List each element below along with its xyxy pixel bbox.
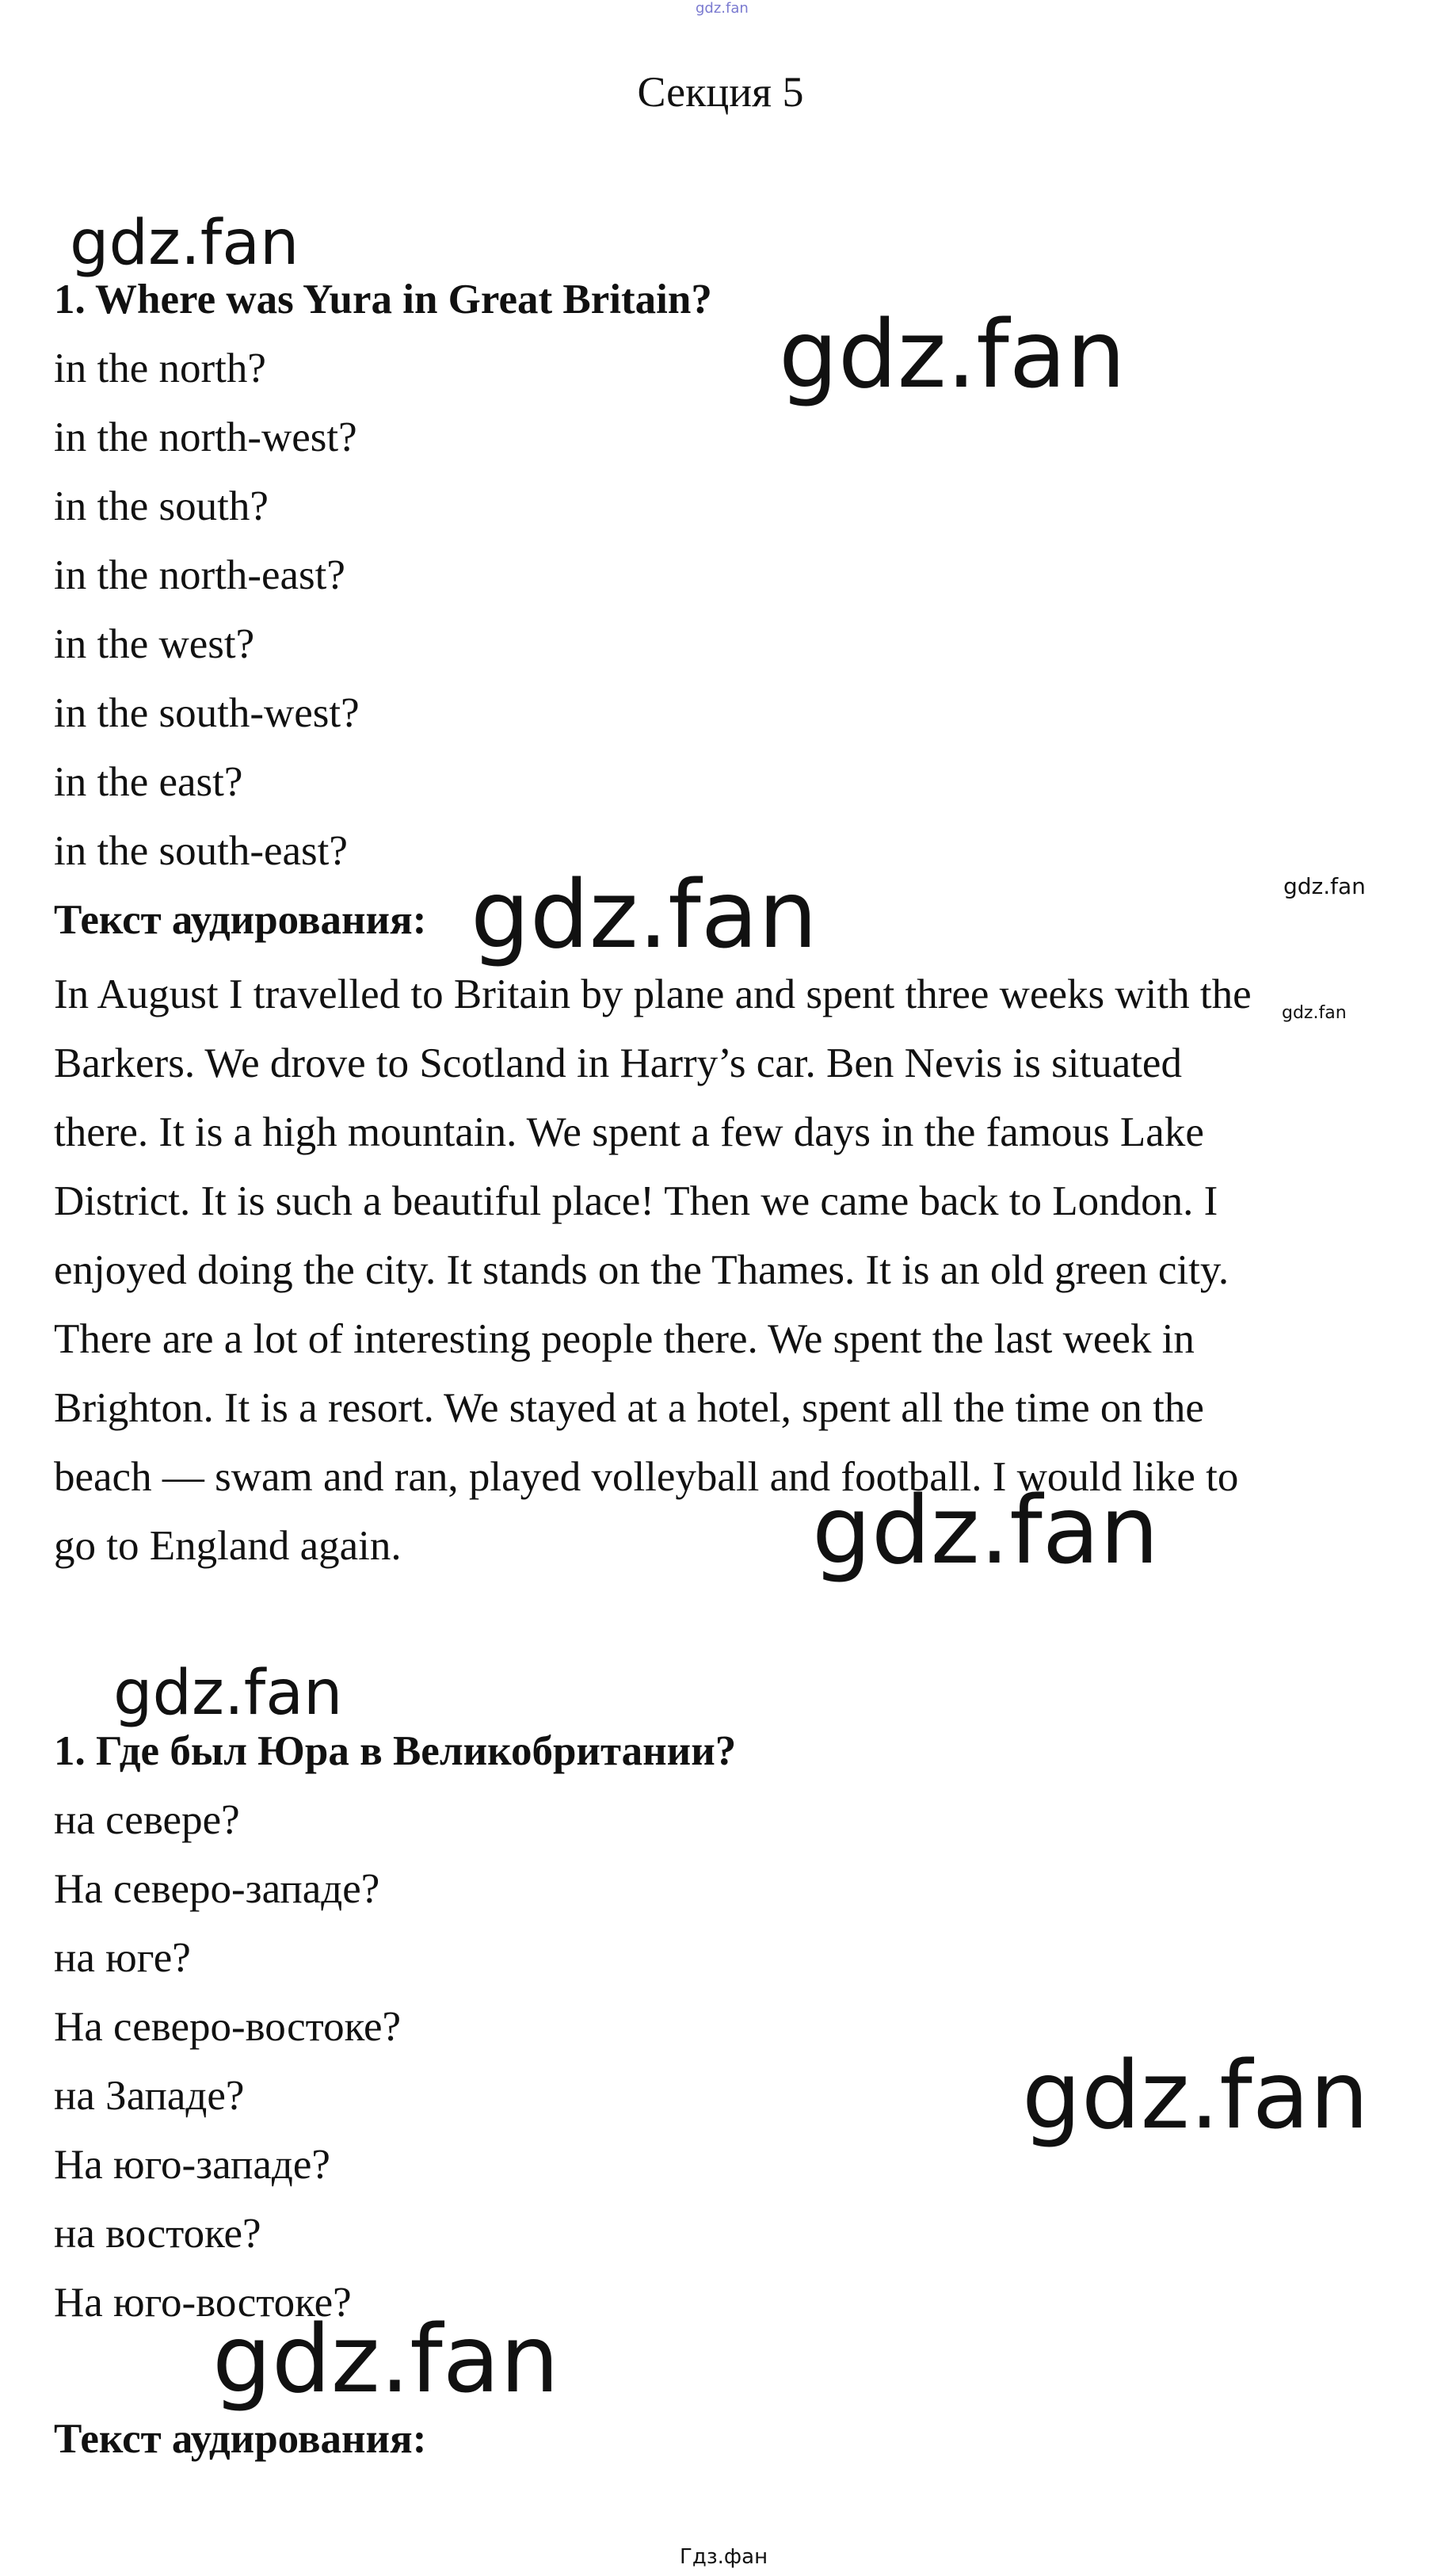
listening-line: There are a lot of interesting people there. We spent the last week in	[54, 1316, 1195, 1362]
option-russian: на юге?	[54, 1935, 191, 1981]
watermark: gdz.fan	[1283, 873, 1366, 899]
option-russian: На юго-западе?	[54, 2142, 330, 2188]
question-english: 1. Where was Yura in Great Britain?	[54, 277, 712, 322]
watermark: gdz.fan	[1022, 2040, 1369, 2150]
option-russian: на востоке?	[54, 2211, 261, 2257]
option-russian: На юго-востоке?	[54, 2280, 352, 2326]
watermark: gdz.fan	[812, 1475, 1159, 1585]
option-english: in the west?	[54, 621, 255, 667]
option-russian: На северо-западе?	[54, 1866, 380, 1912]
listening-line: Brighton. It is a resort. We stayed at a hotel, spent all the time on the	[54, 1385, 1204, 1431]
option-english: in the east?	[54, 759, 243, 805]
option-english: in the north-east?	[54, 552, 345, 598]
listening-line: District. It is such a beautiful place! Then we came back to London. I	[54, 1178, 1218, 1224]
listening-heading-english: Текст аудирования:	[54, 897, 427, 943]
option-english: in the north?	[54, 345, 266, 391]
listening-heading-russian: Текст аудирования:	[54, 2416, 427, 2462]
option-english: in the north-west?	[54, 414, 357, 460]
listening-text	[54, 960, 1393, 1581]
watermark: gdz.fan	[779, 300, 1126, 409]
watermark: gdz.fan	[1282, 1003, 1347, 1023]
watermark-top: gdz.fan	[696, 0, 749, 17]
section-title: Секция 5	[637, 68, 804, 116]
listening-line: there. It is a high mountain. We spent a few days in the famous Lake	[54, 1109, 1204, 1155]
watermark: gdz.fan	[70, 208, 299, 279]
listening-line: Barkers. We drove to Scotland in Harry’s car. Ben Nevis is situated	[54, 1040, 1182, 1086]
option-russian: На северо-востоке?	[54, 2004, 402, 2050]
option-russian: на Западе?	[54, 2073, 245, 2119]
listening-line: go to England again.	[54, 1523, 402, 1569]
option-english: in the south-west?	[54, 690, 360, 736]
listening-line: In August I travelled to Britain by plane and spent three weeks with the	[54, 971, 1252, 1017]
option-english: in the south-east?	[54, 828, 348, 874]
watermark-bottom: Гдз.фан	[680, 2545, 768, 2569]
option-russian: на севере?	[54, 1797, 240, 1843]
option-english: in the south?	[54, 483, 269, 529]
watermark: gdz.fan	[471, 860, 818, 969]
watermark: gdz.fan	[212, 2304, 559, 2414]
question-russian: 1. Где был Юра в Великобритании?	[54, 1728, 737, 1774]
listening-line: enjoyed doing the city. It stands on the Thames. It is an old green city.	[54, 1247, 1229, 1293]
listening-line: beach — swam and ran, played volleyball and football. I would like to	[54, 1454, 1239, 1500]
watermark: gdz.fan	[113, 1658, 343, 1729]
